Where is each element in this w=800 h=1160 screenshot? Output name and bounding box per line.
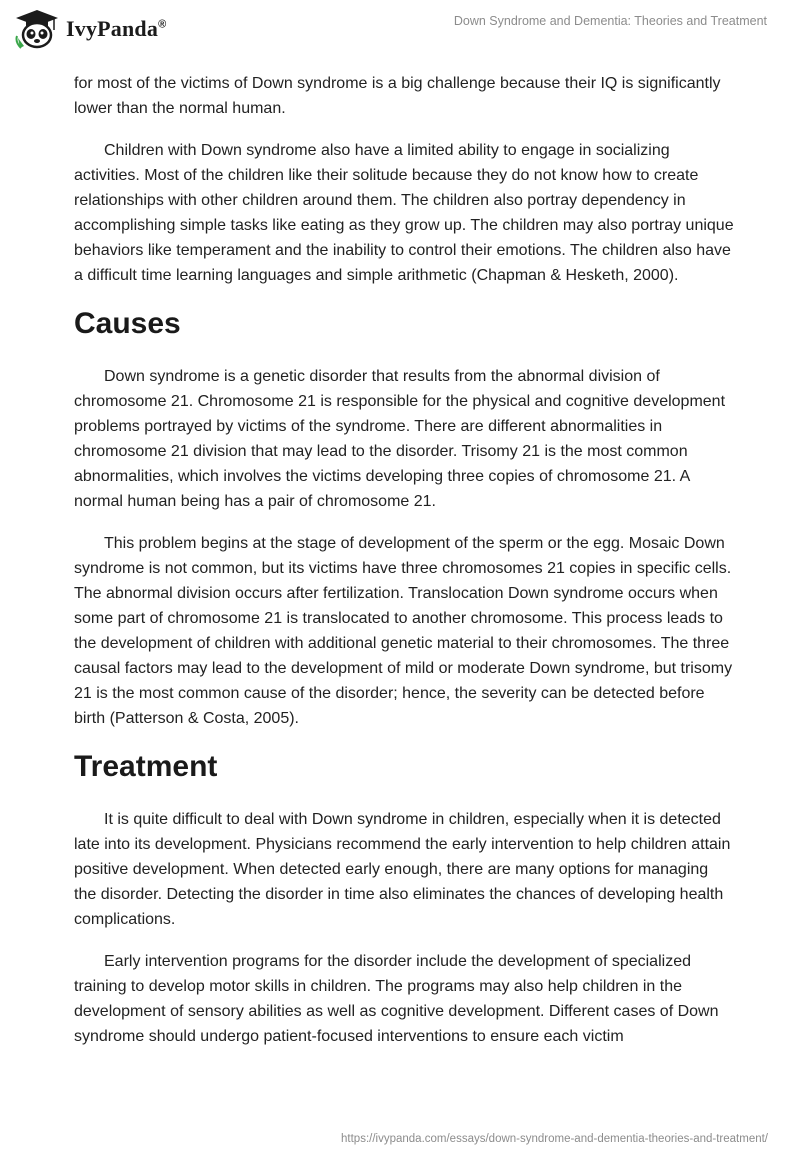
registered-mark: ® bbox=[158, 18, 167, 31]
section-heading-treatment: Treatment bbox=[74, 750, 218, 783]
document-title: Down Syndrome and Dementia: Theories and Treatment bbox=[453, 14, 767, 28]
page-header bbox=[0, 0, 800, 60]
paragraph: Down syndrome is a genetic disorder that results from the abnormal division of chromosome 21. Chromosome 21 is responsible for the physical and cognitive development problems portrayed by victims of the syndrome. There are different abnormalities in chromosome 21 division that may lead to the disorder. Trisomy 21 is the most common abnormalities, which involves the victims developing three copies of chromosome 21. A normal human being has a pair of chromosome 21. bbox=[74, 368, 726, 510]
logo-text: IvyPanda® bbox=[66, 16, 167, 41]
essay-content bbox=[74, 71, 734, 1066]
section-heading-causes: Causes bbox=[74, 307, 181, 340]
paragraph: for most of the victims of Down syndrome is a big challenge because their IQ is significantly lower than the normal human. bbox=[74, 75, 721, 117]
paragraph: Children with Down syndrome also have a limited ability to engage in socializing activities. Most of the children like their solitude because they do not know how to create relationships with other children around them. The children also portray dependency in accomplishing simple tasks like eating as they grow up. The children may also portray unique behaviors like temperament and the inability to control their emotions. The children also have a difficult time learning languages and simple arithmetic (Chapman & Hesketh, 2000). bbox=[74, 142, 734, 284]
paragraph: This problem begins at the stage of development of the sperm or the egg. Mosaic Down syndrome is not common, but its victims have three chromosomes 21 copies in specific cells. The abnormal division occurs after fertilization. Translocation Down syndrome occurs when some part of chromosome 21 is translocated to another chromosome. This process leads to the development of children with additional genetic material to their chromosomes. The three causal factors may lead to the development of mild or moderate Down syndrome, but trisomy 21 is the most common cause of the disorder; hence, the severity can be detected before birth (Patterson & Costa, 2005). bbox=[74, 535, 733, 727]
source-url-link[interactable]: https://ivypanda.com/essays/down-syndrome-and-dementia-theories-and-treatment/ bbox=[341, 1133, 768, 1145]
panda-logo-icon bbox=[14, 8, 60, 50]
logo[interactable] bbox=[14, 8, 166, 50]
paragraph: Early intervention programs for the disorder include the development of specialized training to develop motor skills in children. The programs may also help children in the development of sensory abilities as well as cognitive development. Different cases of Down syndrome should undergo patient-focused interventions to ensure each victim bbox=[74, 953, 719, 1045]
paragraph: It is quite difficult to deal with Down syndrome in children, especially when it is detected late into its development. Physicians recommend the early intervention to help children attain positive development. When detected early enough, there are many options for managing the disorder. Detecting the disorder in time also eliminates the chances of developing health complications. bbox=[74, 811, 731, 928]
